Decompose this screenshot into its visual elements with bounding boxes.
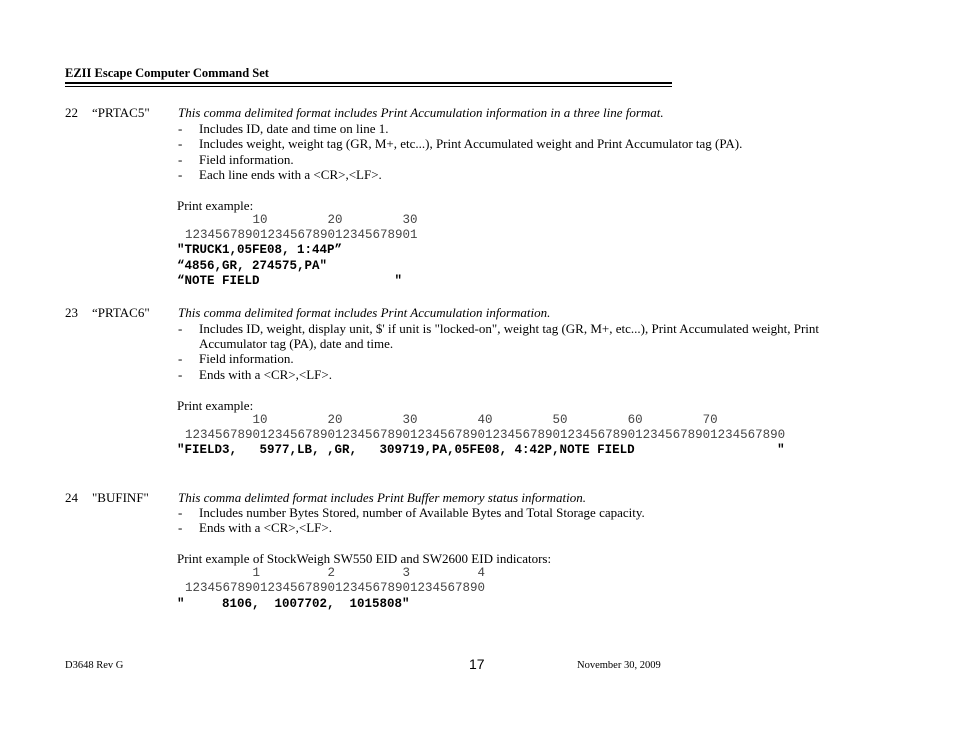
footer-doc-id: D3648 Rev G: [65, 660, 124, 671]
page-header-title: EZII Escape Computer Command Set: [65, 66, 269, 80]
bullet-dash: -: [178, 505, 183, 520]
bullet-item: Ends with a <CR>,<LF>.: [199, 367, 332, 382]
command-description: This comma delimited format includes Print Accumulation information.: [178, 305, 551, 320]
ruler-tens: 10 20 30 40 50 60 70: [185, 413, 718, 427]
example-label: Print example of StockWeigh SW550 EID and SW2600 EID indicators:: [177, 551, 552, 566]
command-name: “PRTAC6": [92, 305, 150, 320]
bullet-item: Includes ID, date and time on line 1.: [199, 121, 389, 136]
command-description: This comma delimited format includes Print Accumulation information in a three line format.: [178, 105, 664, 120]
header-rule-thin: [65, 86, 672, 87]
ruler-digits: 1234567890123456789012345678901234567890: [185, 581, 486, 595]
command-name: “PRTAC5": [92, 105, 150, 120]
bullet-item: Each line ends with a <CR>,<LF>.: [199, 167, 382, 182]
bullet-dash: -: [178, 367, 183, 382]
bullet-item: Ends with a <CR>,<LF>.: [199, 520, 332, 535]
ruler-tens: 10 20 30: [185, 213, 418, 227]
bullet-item: Includes weight, weight tag (GR, M+, etc...), Print Accumulated weight and Print Accumulator tag (PA).: [199, 136, 743, 151]
section-number: 23: [65, 305, 78, 320]
footer-date: November 30, 2009: [577, 660, 661, 671]
example-line: "FIELD3, 5977,LB, ,GR, 309719,PA,05FE08, 4:42P,NOTE FIELD ": [177, 443, 785, 457]
example-label: Print example:: [177, 198, 254, 213]
bullet-item-continuation: Accumulator tag (PA), date and time.: [199, 336, 394, 351]
example-line: " 8106, 1007702, 1015808": [177, 597, 410, 611]
bullet-dash: -: [178, 520, 183, 535]
bullet-dash: -: [178, 351, 183, 366]
bullet-item: Includes ID, weight, display unit, $' if unit is "locked-on", weight tag (GR, M+, etc...), Print Accumulated weight, Print: [199, 321, 819, 336]
bullet-dash: -: [178, 152, 183, 167]
footer-page-number: 17: [469, 656, 485, 672]
section-number: 22: [65, 105, 78, 120]
ruler-tens: 1 2 3 4: [185, 566, 486, 580]
example-line: “4856,GR, 274575,PA": [177, 259, 328, 273]
bullet-dash: -: [178, 321, 183, 336]
bullet-dash: -: [178, 121, 183, 136]
ruler-digits: 1234567890123456789012345678901: [185, 228, 418, 242]
bullet-item: Includes number Bytes Stored, number of Available Bytes and Total Storage capacity.: [199, 505, 645, 520]
example-line: "TRUCK1,05FE08, 1:44P”: [177, 243, 343, 257]
command-description: This comma delimted format includes Print Buffer memory status information.: [178, 490, 587, 505]
header-rule-thick: [65, 82, 672, 84]
command-name: "BUFINF": [92, 490, 149, 505]
bullet-item: Field information.: [199, 351, 294, 366]
section-number: 24: [65, 490, 78, 505]
bullet-dash: -: [178, 136, 183, 151]
bullet-dash: -: [178, 167, 183, 182]
example-line: “NOTE FIELD ": [177, 274, 403, 288]
ruler-digits: 12345678901234567890123456789012345678901234567890123456789012345678901234567890: [185, 428, 786, 442]
example-label: Print example:: [177, 398, 254, 413]
bullet-item: Field information.: [199, 152, 294, 167]
